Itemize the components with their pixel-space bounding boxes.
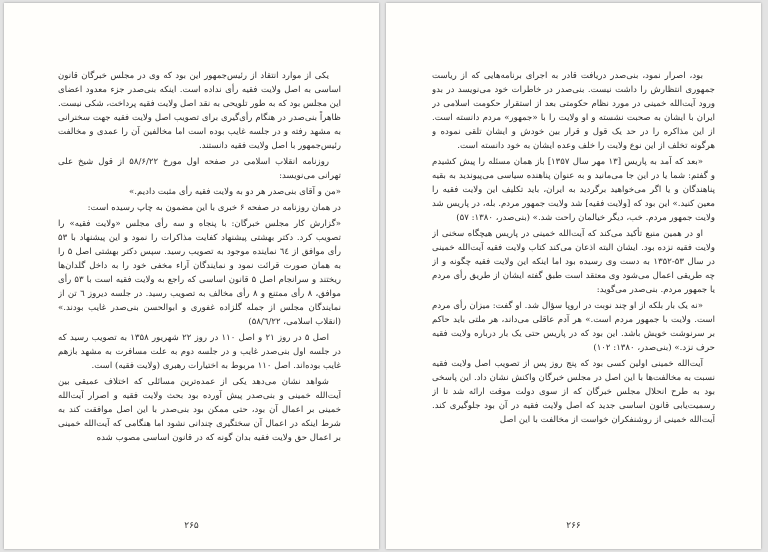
quote: «من و آقای بنی‌صدر هر دو به ولایت فقیه رأی مثبت دادیم.» <box>129 187 341 197</box>
paragraph: بود، اصرار نمود، بنی‌صدر دریافت قادر به اجرای برنامه‌هایی که از ریاست جمهوری انتظارش را داشت نیست. بنی‌صدر در خاطرات خود می‌نویسد در بدو ورود آیت‌الله خمینی در مورد نظام حکومتی بعد از استقرار حکومت اسلامی در ایران با ایشان به صحبت نشسته و او ولایت را با «جمهور» مردم دانسته است. از این مذاکره را در حد یک قول و قرار بین خودش و ایشان تلقی نموده و هرگونه تخلف از این نوع ولایت را خلف وعده ایشان به خود دانسته است. <box>432 71 715 151</box>
quote: «نه یک بار بلکه از او چند نوبت در اروپا سؤال شد. او گفت: میزان رأی مردم است. ولایت با جمهور مردم است.» هر آدم عاقلی می‌داند، هر ملتی باید حاکم بر سرنوشت خویش باشد. این بود که در پاریس حتی یک بار درباره ولایت فقیه حرف نزد.» (بنی‌صدر، ۱۳۸۰: ۱۰۲) <box>432 301 715 353</box>
paragraph: اصل ۵ در روز ۲۱ و اصل ۱۱۰ در روز ۲۲ شهریور ۱۳۵۸ به تصویب رسید که در جلسه اول بنی‌صدر غایب و در جلسه دوم به علت مسافرت به مشهد بازهم غایب بوده‌اند. اصل ۱۱۰ مربوط به اختیارات رهبری (ولایت فقیه) است. <box>58 333 341 371</box>
quote: «بعد که آمد به پاریس [۱۳ مهر سال ۱۳۵۷] باز همان مسئله را پیش کشیدم و گفتم: شما یا در این جا می‌مانید و به عنوان پناهنده سیاسی می‌پیوندید به بقیه پناهندگان و یا اگر می‌خواهید برگردید به ایران، باید تکلیف این ولایت فقیه را معین کنید.» این بود که [ولایت فقیه] شد ولایت جمهور مردم. بله، در پاریس شد ولایت جمهور مردم. خب، دیگر خیالمان راحت شد.» (بنی‌صدر، ۱۳۸۰: ۵۷) <box>432 157 715 223</box>
left-page <box>4 3 379 549</box>
quote: «گزارش کار مجلس خبرگان: با پنجاه و سه رأی مجلس «ولایت فقیه» را تصویب کرد. دکتر بهشتی پیشنهاد کفایت مذاکرات را نمود و این پیشنهاد با ۵۳ رأی موافق از ٦٤ نماینده موجود به تصویب رسید. سپس دکتر بهشتی اصل ۵ را به همان صورت قرائت نمود و نمایندگان آراء مخفی خود را به داخل گلدان‌ها ریختند و سرانجام اصل ۵ قانون اساسی که راجع به ولایت فقیه است با ۵۳ رأی موافق، ۸ رأی ممتنع و ۸ رأی مخالف به تصویب رسید. در جلسه دیروز ٦ تن از نمایندگان مجلس از جمله گلزاده غفوری و ابوالحسن بنی‌صدر غایب بودند.» (انقلاب اسلامی، ۵۸/٦/۲۲) <box>58 219 341 327</box>
right-page-text <box>432 69 715 499</box>
paragraph: روزنامه انقلاب اسلامی در صفحه اول مورخ ۵۸/۶/۲۲ از قول شیخ علی تهرانی می‌نویسد: <box>58 157 341 181</box>
paragraph: شواهد نشان می‌دهد یکی از عمده‌ترین مسائلی که اختلاف عمیقی بین آیت‌الله خمینی و بنی‌صدر پیش آورده بود بحث ولایت فقیه و اصرار آیت‌الله خمینی بر اعمال آن بود، حتی ممکن بود بنی‌صدر با این اصل موافقت کند به شرط اینکه در اعمال آن سختگیری چندانی نشود اما هنگامی که آیت‌الله خمینی بر اعمال حق ولایت فقیه بدان گونه که در قانون اساسی مصوب شده <box>58 377 341 443</box>
page-number: ۲۶۵ <box>184 521 199 531</box>
paragraph: آیت‌الله خمینی اولین کسی بود که پنج روز پس از تصویب اصل ولایت فقیه نسبت به مخالفت‌ها با این اصل در مجلس خبرگان واکنش نشان داد. این پاسخی بود به طرح انحلال مجلس خبرگان که از سوی دولت موقت ارائه شد تا از رسمیت‌یابی قانون اساسی جدید که اصل ولایت فقیه در آن بود جلوگیری کند. آیت‌الله خمینی از روشنفکران خواست از مخالفت با این اصل <box>432 359 715 425</box>
paragraph: یکی از موارد انتقاد از رئیس‌جمهور این بود که وی در مجلس خبرگان قانون اساسی به اصل ولایت فقیه رأی نداده است. اینکه بنی‌صدر جزء معدود اعضای این مجلس بود که به طور تلویحی به نقد اصل ولایت فقیه پرداخت، شکی نیست. ظاهراً بنی‌صدر در هنگام رأی‌گیری برای تصویب اصل ولایت فقیه جهت سخنرانی به مشهد رفته و در جلسه غایب بوده است اما مخالفین آن را عمدی و مخالفت رئیس‌جمهور با اصل ولایت فقیه دانستند. <box>58 71 341 151</box>
right-page <box>386 3 761 549</box>
paragraph: او در همین منبع تأکید می‌کند که آیت‌الله خمینی در پاریس هیچگاه سخنی از ولایت فقیه نزده بود. ایشان البته اذعان می‌کند کتاب ولایت فقیه آیت‌الله خمینی در سال ۵۳-۱۳۵۲ به دست وی رسیده بود اما اینکه این ولایت فقیه چگونه و از چه طریقی اعمال می‌شود وی معتقد است طبق گفته ایشان از طریق رأی مردم یا جمهور مردم. بنی‌صدر می‌گوید: <box>432 229 715 295</box>
left-page-text <box>58 69 341 509</box>
paragraph: در همان روزنامه در صفحه ۶ خبری با این مضمون به چاپ رسیده است: <box>87 203 341 213</box>
page-number: ۲۶۶ <box>566 521 581 531</box>
